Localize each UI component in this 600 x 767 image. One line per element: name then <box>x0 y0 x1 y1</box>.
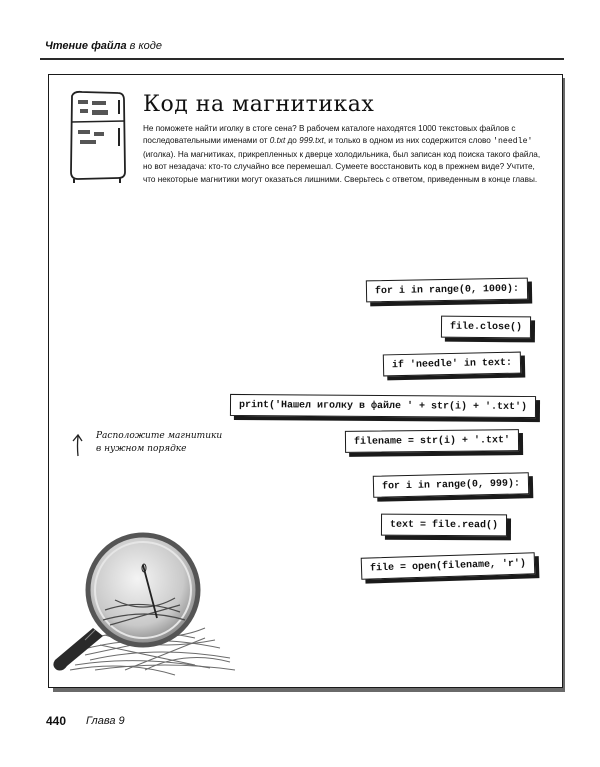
header-bold: Чтение файла <box>45 40 127 52</box>
magnet-if-needle[interactable]: if 'needle' in text: <box>383 352 521 377</box>
intro-part-3: , и только в одном из них содержится слово <box>323 136 494 146</box>
intro-filename-last: 999.txt <box>299 136 324 146</box>
intro-filename-first: 0.txt <box>269 136 286 146</box>
magnet-file-open[interactable]: file = open(filename, 'r') <box>361 552 536 579</box>
header-rule <box>40 58 564 60</box>
header-rest: в коде <box>126 40 162 52</box>
fridge-icon <box>62 88 132 184</box>
hint-line-1: Расположите магнитики <box>96 431 223 441</box>
magnifier-haystack-image <box>45 520 245 680</box>
page-number: 440 <box>46 714 67 728</box>
intro-code-needle: 'needle' <box>493 137 533 147</box>
magnet-filename[interactable]: filename = str(i) + '.txt' <box>345 429 519 453</box>
magnet-print-found[interactable]: print('Нашел иголку в файле ' + str(i) + '.txt') <box>230 394 536 418</box>
page-title: Код на магнитиках <box>143 92 375 117</box>
hint-line-2: в нужном порядке <box>96 444 187 454</box>
intro-part-2: до <box>285 136 300 146</box>
intro-part-4: (иголка). На магнитиках, прикрепленных к дверце холодильника, был записан код поиска такого файла, но вот незадача: кто-то случайно все перемешал. Сумеете восстановить код в прежнем виде? Учтите, что некоторые магнитики могут оказаться лишними. Сверьтесь с ответом, приведенным в конце главы. <box>143 149 541 184</box>
magnet-text-read[interactable]: text = file.read() <box>381 514 507 537</box>
running-header <box>45 40 162 52</box>
chapter-label: Глава 9 <box>86 715 125 727</box>
intro-text <box>143 123 548 186</box>
intro-part-1: Не поможете найти иголку в стоге сена? В рабочем каталоге находятся 1000 текстовых файлов с последовательными именами от <box>143 124 516 146</box>
hint-note <box>96 430 222 456</box>
magnet-for-range-1000[interactable]: for i in range(0, 1000): <box>366 278 528 303</box>
magnet-for-range-999[interactable]: for i in range(0, 999): <box>373 472 529 498</box>
arrow-up-icon <box>70 432 86 458</box>
magnet-file-close[interactable]: file.close() <box>441 316 531 339</box>
